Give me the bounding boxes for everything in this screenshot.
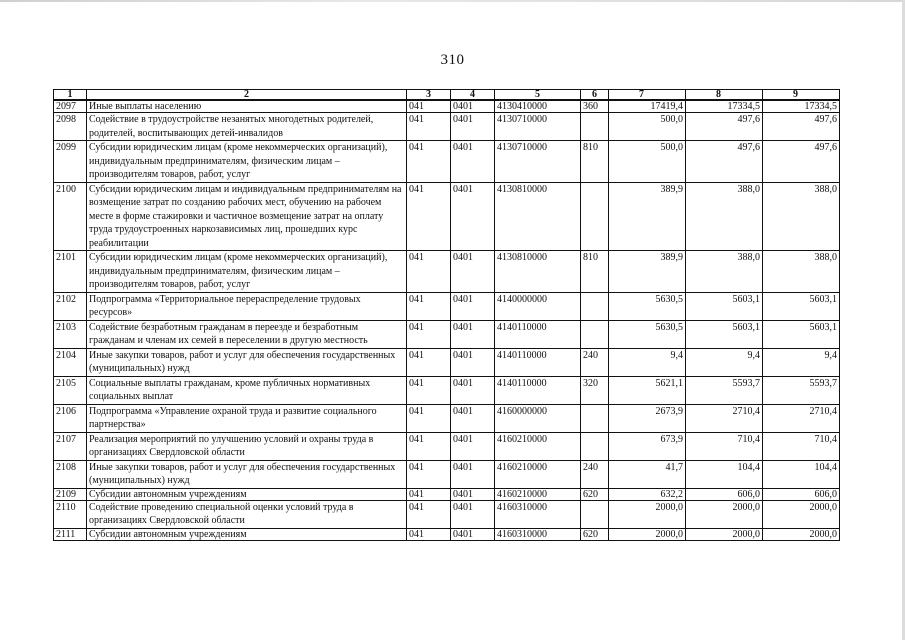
table-row bbox=[54, 182, 840, 251]
amount-col8: 497,6 bbox=[686, 113, 763, 141]
amount-col8: 104,4 bbox=[686, 460, 763, 488]
amount-col8: 2000,0 bbox=[686, 500, 763, 528]
amount-col9: 606,0 bbox=[763, 488, 840, 500]
column-header: 3 bbox=[407, 90, 451, 101]
section-code: 0401 bbox=[451, 348, 495, 376]
column-header: 9 bbox=[763, 90, 840, 101]
ministry-code: 041 bbox=[407, 528, 451, 540]
amount-col8: 17334,5 bbox=[686, 100, 763, 113]
amount-col9: 9,4 bbox=[763, 348, 840, 376]
target-article-code: 4140110000 bbox=[495, 348, 581, 376]
section-code: 0401 bbox=[451, 376, 495, 404]
table-row bbox=[54, 100, 840, 113]
row-name: Субсидии автономным учреждениям bbox=[87, 488, 407, 500]
row-number: 2102 bbox=[54, 292, 87, 320]
table-row bbox=[54, 500, 840, 528]
target-article-code: 4130710000 bbox=[495, 141, 581, 183]
amount-col8: 2000,0 bbox=[686, 528, 763, 540]
row-name: Содействие проведению специальной оценки условий труда в организациях Свердловской области bbox=[87, 500, 407, 528]
row-name: Иные выплаты населению bbox=[87, 100, 407, 113]
column-header: 6 bbox=[581, 90, 609, 101]
target-article-code: 4140110000 bbox=[495, 376, 581, 404]
expense-type-code bbox=[581, 404, 609, 432]
section-code: 0401 bbox=[451, 251, 495, 293]
expense-type-code bbox=[581, 292, 609, 320]
target-article-code: 4130810000 bbox=[495, 251, 581, 293]
ministry-code: 041 bbox=[407, 404, 451, 432]
ministry-code: 041 bbox=[407, 292, 451, 320]
amount-col7: 41,7 bbox=[609, 460, 686, 488]
expense-type-code: 240 bbox=[581, 460, 609, 488]
amount-col9: 497,6 bbox=[763, 141, 840, 183]
table-row bbox=[54, 432, 840, 460]
section-code: 0401 bbox=[451, 528, 495, 540]
amount-col7: 389,9 bbox=[609, 251, 686, 293]
expense-type-code bbox=[581, 182, 609, 251]
expense-type-code: 620 bbox=[581, 488, 609, 500]
amount-col9: 497,6 bbox=[763, 113, 840, 141]
ministry-code: 041 bbox=[407, 432, 451, 460]
amount-col8: 606,0 bbox=[686, 488, 763, 500]
column-header: 4 bbox=[451, 90, 495, 101]
ministry-code: 041 bbox=[407, 182, 451, 251]
amount-col7: 5630,5 bbox=[609, 320, 686, 348]
amount-col7: 5630,5 bbox=[609, 292, 686, 320]
target-article-code: 4160210000 bbox=[495, 488, 581, 500]
target-article-code: 4160000000 bbox=[495, 404, 581, 432]
column-header: 8 bbox=[686, 90, 763, 101]
section-code: 0401 bbox=[451, 113, 495, 141]
table-row bbox=[54, 113, 840, 141]
target-article-code: 4160210000 bbox=[495, 460, 581, 488]
section-code: 0401 bbox=[451, 292, 495, 320]
amount-col8: 9,4 bbox=[686, 348, 763, 376]
expense-type-code bbox=[581, 500, 609, 528]
row-number: 2098 bbox=[54, 113, 87, 141]
ministry-code: 041 bbox=[407, 500, 451, 528]
row-name: Субсидии юридическим лицам (кроме некоммерческих организаций), индивидуальным предпринимателям, физическим лицам – производителям товаров, работ, услуг bbox=[87, 251, 407, 293]
ministry-code: 041 bbox=[407, 376, 451, 404]
amount-col9: 5603,1 bbox=[763, 320, 840, 348]
row-name: Иные закупки товаров, работ и услуг для обеспечения государственных (муниципальных) нужд bbox=[87, 460, 407, 488]
budget-table bbox=[53, 89, 840, 541]
row-number: 2097 bbox=[54, 100, 87, 113]
ministry-code: 041 bbox=[407, 348, 451, 376]
target-article-code: 4140000000 bbox=[495, 292, 581, 320]
table-row bbox=[54, 292, 840, 320]
column-header: 2 bbox=[87, 90, 407, 101]
section-code: 0401 bbox=[451, 141, 495, 183]
table-row bbox=[54, 251, 840, 293]
column-header: 1 bbox=[54, 90, 87, 101]
amount-col8: 710,4 bbox=[686, 432, 763, 460]
column-header: 5 bbox=[495, 90, 581, 101]
amount-col9: 104,4 bbox=[763, 460, 840, 488]
row-number: 2104 bbox=[54, 348, 87, 376]
header-row bbox=[54, 90, 840, 101]
column-header: 7 bbox=[609, 90, 686, 101]
row-name: Содействие безработным гражданам в переезде и безработным гражданам и членам их семей в переселении в другую местность bbox=[87, 320, 407, 348]
amount-col8: 2710,4 bbox=[686, 404, 763, 432]
target-article-code: 4160310000 bbox=[495, 528, 581, 540]
expense-type-code: 240 bbox=[581, 348, 609, 376]
table-row bbox=[54, 348, 840, 376]
ministry-code: 041 bbox=[407, 488, 451, 500]
row-number: 2108 bbox=[54, 460, 87, 488]
expense-type-code bbox=[581, 320, 609, 348]
ministry-code: 041 bbox=[407, 113, 451, 141]
amount-col7: 2000,0 bbox=[609, 528, 686, 540]
amount-col9: 5593,7 bbox=[763, 376, 840, 404]
expense-type-code: 320 bbox=[581, 376, 609, 404]
section-code: 0401 bbox=[451, 500, 495, 528]
ministry-code: 041 bbox=[407, 320, 451, 348]
amount-col9: 388,0 bbox=[763, 182, 840, 251]
page-number: 310 bbox=[440, 52, 465, 68]
expense-type-code bbox=[581, 113, 609, 141]
row-name: Субсидии юридическим лицам (кроме некоммерческих организаций), индивидуальным предпринимателям, физическим лицам – производителям товаров, работ, услуг bbox=[87, 141, 407, 183]
amount-col9: 388,0 bbox=[763, 251, 840, 293]
section-code: 0401 bbox=[451, 320, 495, 348]
section-code: 0401 bbox=[451, 432, 495, 460]
table-row bbox=[54, 460, 840, 488]
row-name: Иные закупки товаров, работ и услуг для обеспечения государственных (муниципальных) нужд bbox=[87, 348, 407, 376]
amount-col8: 5603,1 bbox=[686, 292, 763, 320]
amount-col8: 388,0 bbox=[686, 251, 763, 293]
row-number: 2109 bbox=[54, 488, 87, 500]
row-number: 2103 bbox=[54, 320, 87, 348]
row-number: 2107 bbox=[54, 432, 87, 460]
table-row bbox=[54, 528, 840, 540]
ministry-code: 041 bbox=[407, 141, 451, 183]
section-code: 0401 bbox=[451, 460, 495, 488]
expense-type-code: 360 bbox=[581, 100, 609, 113]
amount-col7: 2000,0 bbox=[609, 500, 686, 528]
table-row bbox=[54, 404, 840, 432]
amount-col9: 2000,0 bbox=[763, 500, 840, 528]
row-name: Субсидии юридическим лицам и индивидуальным предпринимателям на возмещение затрат по созданию рабочих мест, обучению на рабочем месте в форме стажировки и частичное возмещение затрат на оплату труда трудоустроенных наркозависимых лиц, прошедших курс реабилитации bbox=[87, 182, 407, 251]
expense-type-code: 620 bbox=[581, 528, 609, 540]
section-code: 0401 bbox=[451, 182, 495, 251]
amount-col8: 388,0 bbox=[686, 182, 763, 251]
row-number: 2099 bbox=[54, 141, 87, 183]
row-number: 2106 bbox=[54, 404, 87, 432]
row-number: 2101 bbox=[54, 251, 87, 293]
amount-col7: 500,0 bbox=[609, 141, 686, 183]
amount-col9: 5603,1 bbox=[763, 292, 840, 320]
expense-type-code: 810 bbox=[581, 251, 609, 293]
section-code: 0401 bbox=[451, 488, 495, 500]
amount-col7: 632,2 bbox=[609, 488, 686, 500]
expense-type-code: 810 bbox=[581, 141, 609, 183]
section-code: 0401 bbox=[451, 100, 495, 113]
amount-col7: 2673,9 bbox=[609, 404, 686, 432]
row-name: Социальные выплаты гражданам, кроме публичных нормативных социальных выплат bbox=[87, 376, 407, 404]
ministry-code: 041 bbox=[407, 460, 451, 488]
amount-col8: 497,6 bbox=[686, 141, 763, 183]
ministry-code: 041 bbox=[407, 251, 451, 293]
amount-col7: 500,0 bbox=[609, 113, 686, 141]
amount-col7: 389,9 bbox=[609, 182, 686, 251]
amount-col7: 5621,1 bbox=[609, 376, 686, 404]
amount-col8: 5593,7 bbox=[686, 376, 763, 404]
target-article-code: 4160210000 bbox=[495, 432, 581, 460]
target-article-code: 4130810000 bbox=[495, 182, 581, 251]
target-article-code: 4130410000 bbox=[495, 100, 581, 113]
table-body bbox=[54, 100, 840, 540]
row-number: 2110 bbox=[54, 500, 87, 528]
table-row bbox=[54, 488, 840, 500]
target-article-code: 4140110000 bbox=[495, 320, 581, 348]
row-name: Реализация мероприятий по улучшению условий и охраны труда в организациях Свердловской области bbox=[87, 432, 407, 460]
amount-col7: 673,9 bbox=[609, 432, 686, 460]
table-row bbox=[54, 320, 840, 348]
ministry-code: 041 bbox=[407, 100, 451, 113]
row-name: Содействие в трудоустройстве незанятых многодетных родителей, родителей, воспитывающих детей-инвалидов bbox=[87, 113, 407, 141]
amount-col9: 17334,5 bbox=[763, 100, 840, 113]
section-code: 0401 bbox=[451, 404, 495, 432]
row-name: Подпрограмма «Управление охраной труда и развитие социального партнерства» bbox=[87, 404, 407, 432]
amount-col7: 9,4 bbox=[609, 348, 686, 376]
table-row bbox=[54, 376, 840, 404]
amount-col7: 17419,4 bbox=[609, 100, 686, 113]
amount-col9: 2710,4 bbox=[763, 404, 840, 432]
target-article-code: 4160310000 bbox=[495, 500, 581, 528]
amount-col9: 710,4 bbox=[763, 432, 840, 460]
scan-edge-top bbox=[0, 0, 905, 2]
target-article-code: 4130710000 bbox=[495, 113, 581, 141]
row-number: 2100 bbox=[54, 182, 87, 251]
amount-col9: 2000,0 bbox=[763, 528, 840, 540]
row-name: Субсидии автономным учреждениям bbox=[87, 528, 407, 540]
expense-type-code bbox=[581, 432, 609, 460]
row-name: Подпрограмма «Территориальное перераспределение трудовых ресурсов» bbox=[87, 292, 407, 320]
row-number: 2111 bbox=[54, 528, 87, 540]
table-row bbox=[54, 141, 840, 183]
amount-col8: 5603,1 bbox=[686, 320, 763, 348]
row-number: 2105 bbox=[54, 376, 87, 404]
